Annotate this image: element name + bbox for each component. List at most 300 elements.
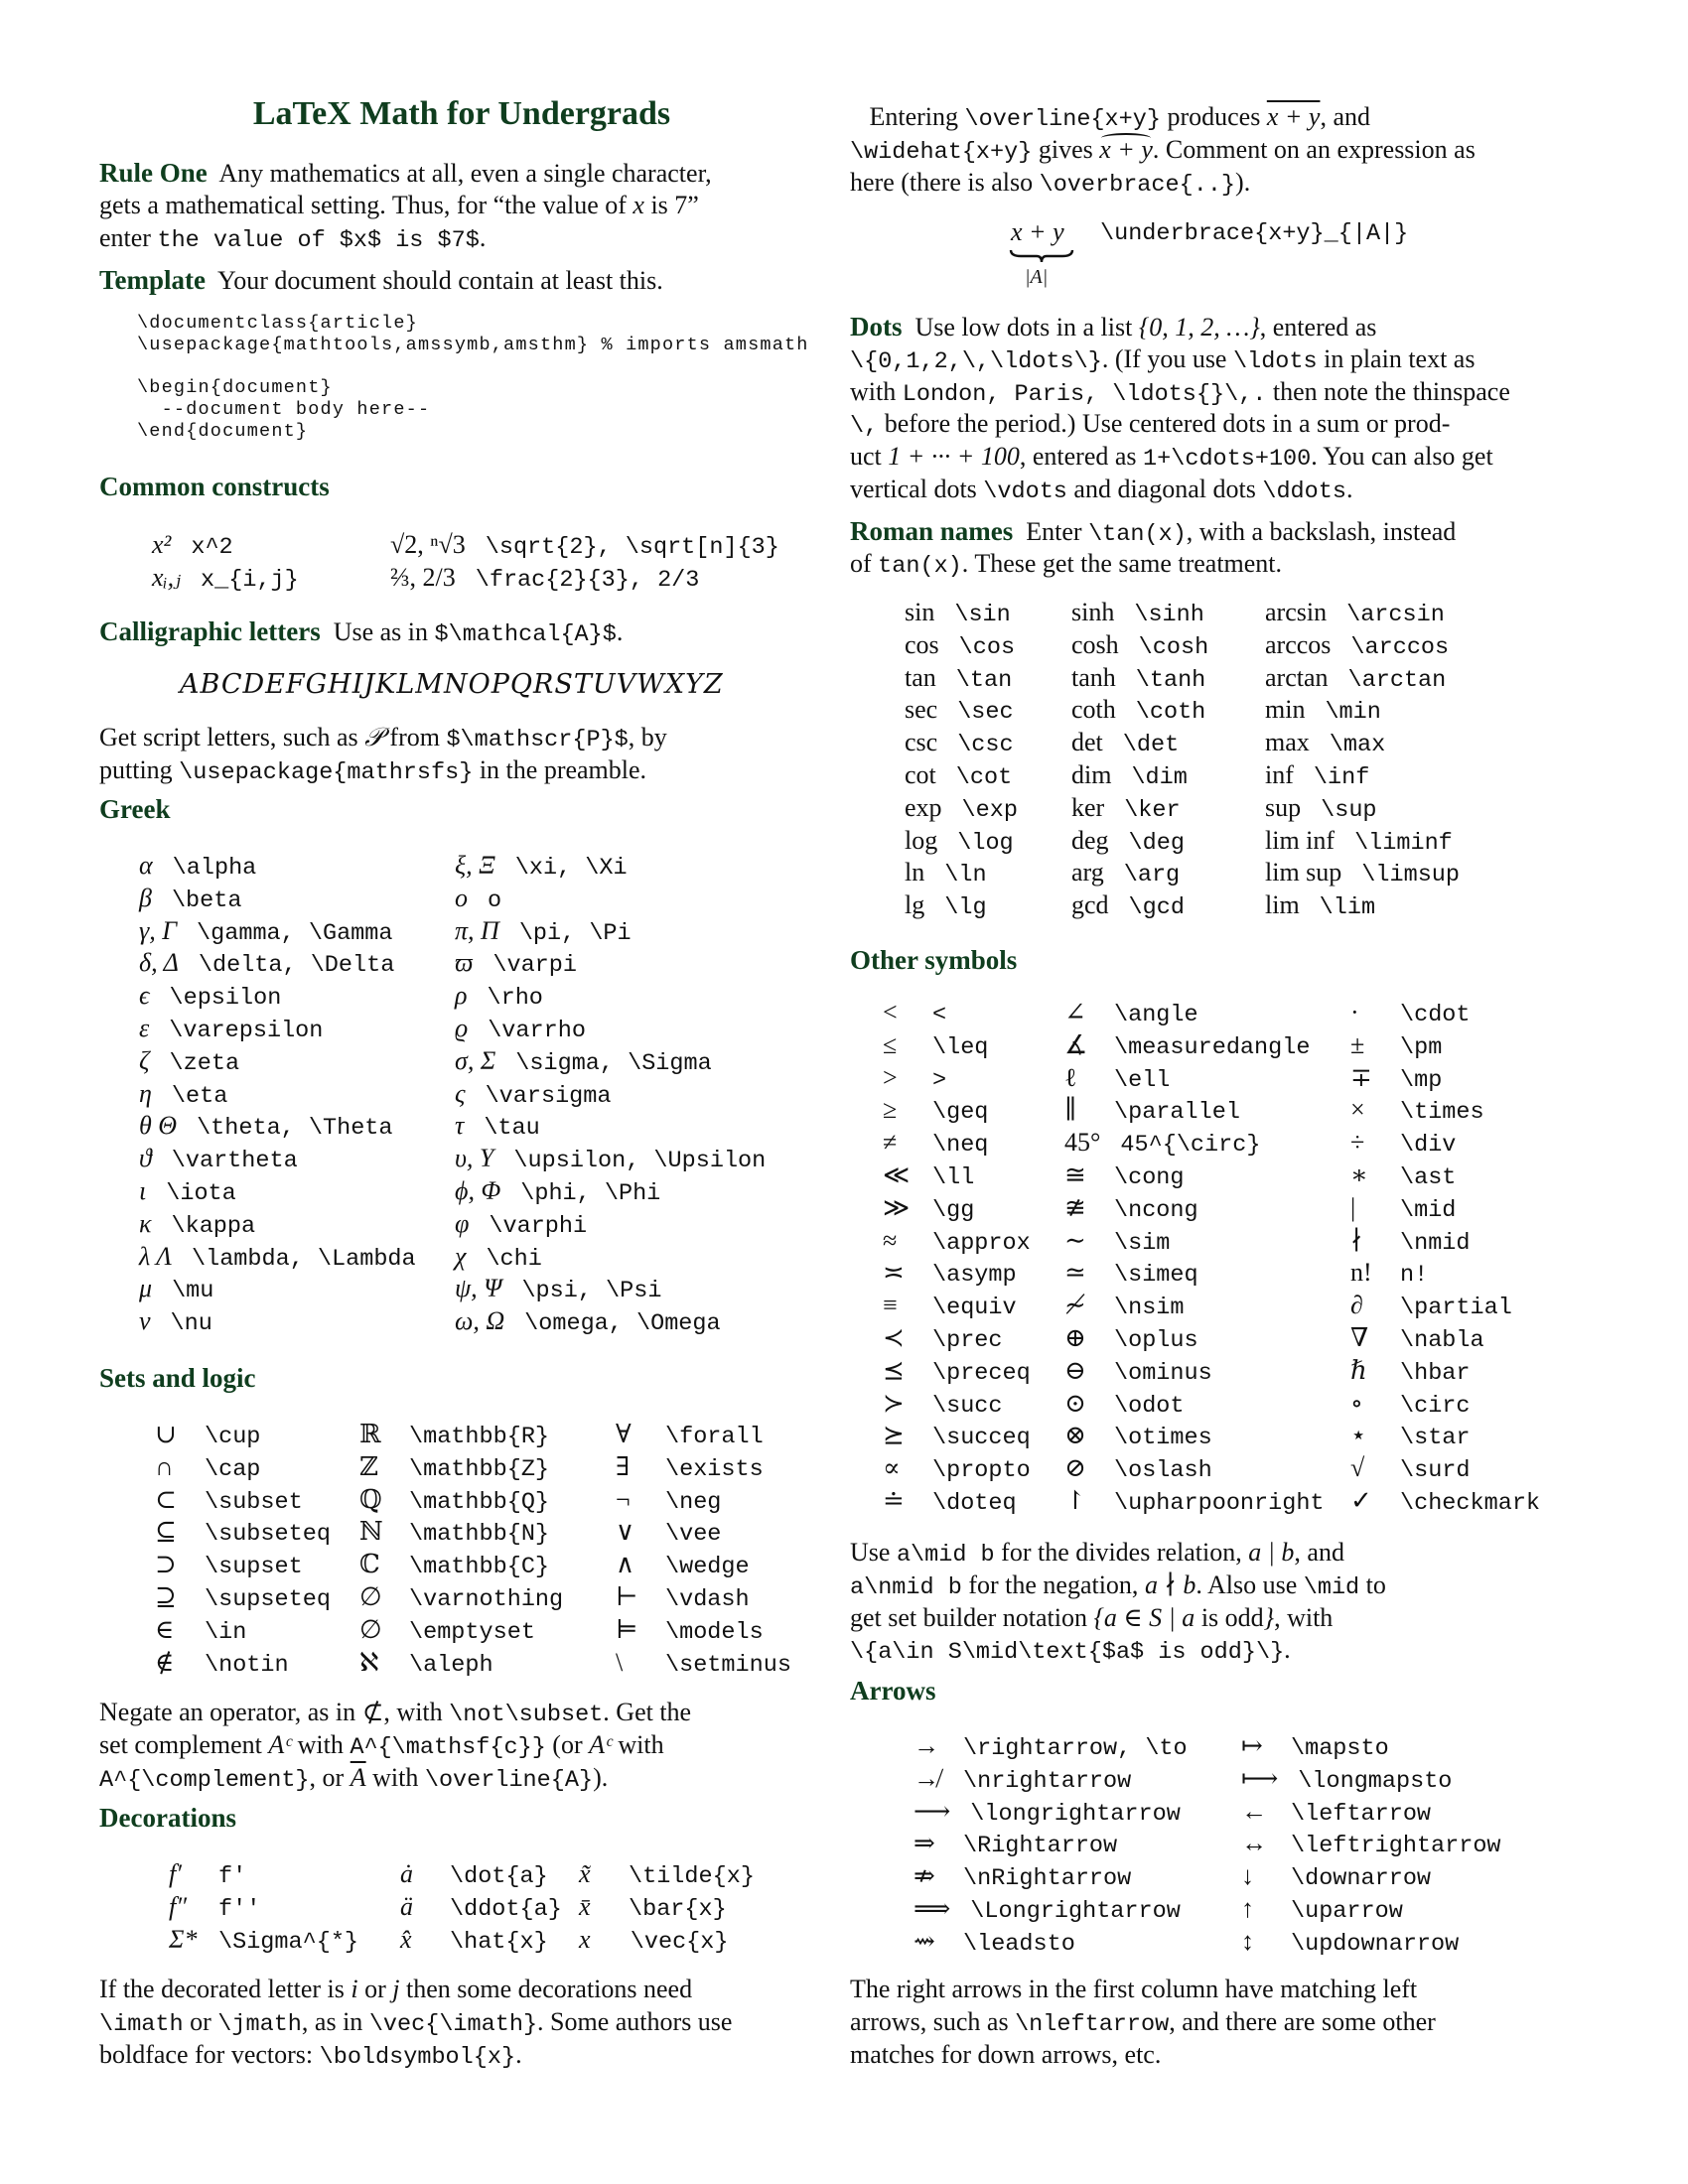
symbol-glyph: f″ — [169, 1891, 188, 1921]
symbol-glyph: ℓ — [1064, 1062, 1077, 1092]
latex-command: \ominus — [1114, 1359, 1212, 1387]
latex-command: \chi — [486, 1245, 542, 1273]
text-line — [99, 222, 712, 255]
text-line — [850, 1602, 1386, 1635]
heading-label: Roman names — [850, 516, 1014, 546]
text-run: . — [616, 617, 624, 646]
latex-command: \limsup — [1361, 862, 1461, 889]
symbol-row — [914, 1828, 1188, 1860]
symbol-row — [155, 1581, 331, 1614]
text-run: gives — [1032, 134, 1100, 164]
symbol-glyph: ≈ — [883, 1225, 898, 1255]
symbol-row — [455, 1013, 766, 1045]
latex-command: \mu — [172, 1278, 214, 1305]
underbrace-expression: x + y — [1011, 217, 1064, 246]
latex-command: \cong — [1114, 1163, 1185, 1191]
latex-command: \leftarrow — [1291, 1800, 1432, 1828]
latex-command: \max — [1329, 732, 1386, 759]
text-run: . — [1345, 474, 1353, 503]
symbol-row — [139, 1110, 416, 1143]
symbol-glyph: ∩ — [155, 1451, 174, 1481]
text-run: . These get the same treatment. — [961, 548, 1283, 578]
text-run: then some decorations need — [399, 1975, 693, 2003]
symbol-glyph: < — [883, 998, 898, 1026]
symbol-glyph: ↑ — [1241, 1893, 1254, 1923]
latex-command: \nmid — [1400, 1229, 1471, 1257]
symbol-row — [139, 850, 416, 883]
symbol-row — [905, 759, 1018, 792]
symbol-glyph: x̂ — [400, 1924, 412, 1954]
text-run: vertical dots — [850, 474, 984, 503]
text-run: , with — [383, 1698, 450, 1726]
other-symbols-column-3 — [1350, 997, 1540, 1518]
symbol-row — [1350, 1225, 1540, 1258]
latex-command: \mapsto — [1291, 1735, 1389, 1762]
symbol-row — [1241, 1730, 1501, 1763]
text-run: in plain text as — [1317, 343, 1476, 373]
symbol-row — [1350, 997, 1540, 1029]
symbol-glyph: tan — [905, 662, 936, 692]
latex-command: f'' — [218, 1895, 261, 1923]
symbol-row — [1265, 662, 1460, 695]
constructs-column-2 — [390, 529, 779, 595]
symbol-glyph: ≍ — [883, 1258, 905, 1288]
latex-command: \deg — [1128, 829, 1185, 857]
symbol-glyph: ζ — [139, 1045, 150, 1075]
symbol-row — [139, 915, 416, 948]
symbol-glyph: ∠ — [1064, 998, 1086, 1026]
text-line — [850, 1570, 1386, 1602]
code-run: \{a\in S\mid\text{$a$ is odd}\} — [850, 1639, 1285, 1667]
symbol-glyph: ≁ — [1064, 1291, 1086, 1320]
latex-command: 45^{\circ} — [1120, 1132, 1261, 1160]
symbol-glyph: ↦ — [1241, 1731, 1263, 1760]
latex-command: n! — [1400, 1262, 1429, 1290]
code-run: \overline{A} — [424, 1766, 594, 1794]
latex-command: \subseteq — [205, 1521, 331, 1549]
symbol-glyph: > — [883, 1062, 898, 1092]
symbol-glyph: φ — [455, 1208, 470, 1238]
symbol-glyph: α — [139, 851, 153, 880]
symbol-row — [1265, 857, 1460, 889]
symbol-row — [1241, 1860, 1501, 1893]
greek-heading: Greek — [99, 794, 171, 824]
latex-command: \longrightarrow — [970, 1800, 1181, 1828]
symbol-row — [155, 1451, 331, 1484]
text-run: boldface for vectors: — [99, 2039, 320, 2069]
symbol-row — [400, 1858, 562, 1891]
roman-column-3 — [1265, 597, 1460, 922]
latex-command: \odot — [1114, 1392, 1185, 1420]
text-run: . (If you use — [1101, 343, 1233, 373]
latex-command: \models — [665, 1618, 764, 1646]
symbol-glyph: ln — [905, 858, 925, 887]
text-line — [99, 157, 712, 190]
symbol-row — [914, 1926, 1188, 1959]
text-line — [99, 2039, 732, 2072]
symbol-glyph: √2, ⁿ√3 — [390, 530, 466, 559]
math-run: {a ∈ S | a — [1093, 1602, 1196, 1632]
latex-command: \cdot — [1400, 1002, 1471, 1028]
latex-command: \nsim — [1114, 1295, 1185, 1322]
symbol-row — [1265, 889, 1460, 922]
latex-command: \theta, \Theta — [197, 1115, 393, 1143]
symbol-glyph: ∤ — [1350, 1225, 1363, 1255]
heading-label: Dots — [850, 312, 903, 341]
text-line — [850, 474, 1510, 506]
code-line: \end{document} — [137, 420, 309, 442]
symbol-glyph: ⊆ — [155, 1517, 177, 1547]
symbol-row — [616, 1549, 791, 1581]
symbol-row — [914, 1893, 1188, 1926]
symbol-glyph: sin — [905, 598, 935, 626]
symbol-glyph: ∈ — [155, 1614, 175, 1644]
latex-command: \nRightarrow — [963, 1865, 1132, 1893]
symbol-glyph: ς — [455, 1078, 466, 1108]
symbol-glyph: ≠ — [883, 1128, 898, 1158]
text-line — [850, 2039, 1436, 2072]
latex-command: \upsilon, \Upsilon — [513, 1148, 767, 1175]
symbol-glyph: ⟶ — [914, 1796, 951, 1826]
latex-command: \varrho — [488, 1017, 586, 1044]
code-run: \widehat{x+y} — [850, 138, 1033, 166]
symbol-glyph: θ Θ — [139, 1111, 178, 1141]
other-symbols-column-2 — [1064, 997, 1325, 1518]
symbol-row — [152, 562, 299, 595]
latex-command: \div — [1400, 1132, 1457, 1160]
symbol-glyph: o — [455, 883, 468, 912]
text-run: , with — [1274, 1602, 1334, 1632]
text-run: with — [850, 376, 903, 406]
text-run: If the decorated letter is — [99, 1975, 352, 2003]
text-run: for the divides relation, — [994, 1538, 1249, 1567]
symbol-row — [400, 1891, 562, 1924]
symbol-row — [1350, 1029, 1540, 1062]
latex-command: \epsilon — [169, 985, 282, 1013]
symbol-row — [1064, 1062, 1325, 1095]
symbol-glyph: ∗ — [1350, 1160, 1368, 1189]
latex-command: \supseteq — [205, 1585, 331, 1613]
latex-command: \geq — [932, 1099, 989, 1127]
sets-column-3 — [616, 1419, 791, 1679]
symbol-glyph: ℤ — [359, 1451, 378, 1481]
latex-command: \emptyset — [409, 1618, 535, 1646]
code-line: \usepackage{mathtools,amssymb,amsthm} % imports amsmath — [137, 334, 809, 355]
symbol-glyph: μ — [139, 1274, 153, 1303]
latex-command: \xi, \Xi — [514, 855, 628, 882]
text-run: ). — [1235, 167, 1251, 197]
code-run: \overbrace{..} — [1039, 171, 1236, 199]
symbol-glyph: σ, Σ — [455, 1045, 496, 1075]
symbol-row — [455, 1175, 766, 1208]
symbol-glyph: arg — [1071, 858, 1104, 887]
symbol-row — [616, 1484, 791, 1517]
symbol-row — [1350, 1160, 1540, 1192]
text-run: arrows, such as — [850, 2006, 1016, 2036]
symbol-row — [1064, 1225, 1325, 1258]
code-run: \usepackage{mathrsfs} — [179, 758, 474, 786]
symbol-glyph: ψ, Ψ — [455, 1274, 502, 1303]
text-run: . Get the — [603, 1698, 692, 1726]
symbol-row — [139, 947, 416, 980]
code-run: \ldots — [1232, 347, 1318, 375]
latex-command: \tilde{x} — [629, 1863, 755, 1890]
latex-command: \varepsilon — [169, 1017, 324, 1044]
math-run: a ∤ b — [1144, 1570, 1196, 1599]
latex-command: \ell — [1114, 1066, 1171, 1094]
symbol-row — [1064, 1257, 1325, 1290]
text-run: , entered as — [1019, 442, 1144, 472]
latex-command: \arcsin — [1346, 602, 1445, 628]
latex-command: \angle — [1114, 1002, 1198, 1028]
latex-command: \rho — [487, 985, 543, 1013]
symbol-glyph: x̃ — [579, 1859, 591, 1888]
symbol-glyph: exp — [905, 792, 942, 822]
latex-command: \surd — [1400, 1457, 1471, 1485]
text-run: The right arrows in the first column have matching left — [850, 1975, 1418, 2003]
text-line — [99, 1729, 691, 1762]
symbol-row — [905, 597, 1018, 629]
latex-command: \liminf — [1354, 829, 1453, 857]
symbol-glyph: det — [1071, 728, 1103, 757]
code-run: \overline{x+y} — [964, 106, 1161, 133]
code-run: A^{\complement} — [99, 1766, 310, 1794]
symbol-row — [616, 1581, 791, 1614]
symbol-glyph: dim — [1071, 759, 1112, 789]
symbol-row — [359, 1549, 563, 1581]
latex-command: \neq — [932, 1132, 989, 1160]
symbol-glyph: deg — [1071, 825, 1109, 855]
symbol-row — [1350, 1420, 1540, 1452]
code-line: --document body here-- — [137, 399, 431, 421]
latex-logo: LaTeX — [252, 95, 352, 132]
latex-command: \varpi — [492, 952, 577, 980]
symbol-row — [139, 1273, 416, 1305]
symbol-glyph: ⊨ — [616, 1614, 638, 1644]
latex-command: \cot — [955, 763, 1013, 791]
symbol-row — [390, 562, 779, 595]
symbol-row — [1071, 629, 1208, 662]
symbol-row — [1350, 1388, 1540, 1421]
symbol-row — [905, 889, 1018, 922]
latex-command: < — [932, 1002, 947, 1028]
symbol-row — [455, 1110, 766, 1143]
latex-command: \hbar — [1400, 1359, 1471, 1387]
latex-command: \sup — [1321, 796, 1377, 824]
symbol-glyph: ≤ — [883, 1029, 898, 1059]
math-widehat-run: x + y — [1099, 134, 1153, 164]
code-run: \boldsymbol{x} — [319, 2043, 516, 2071]
latex-command: \otimes — [1114, 1425, 1212, 1452]
symbol-row — [1064, 1290, 1325, 1322]
latex-command: \equiv — [932, 1295, 1017, 1322]
symbol-glyph: sup — [1265, 792, 1302, 822]
symbol-row — [1064, 1029, 1325, 1062]
symbol-row — [359, 1484, 563, 1517]
symbol-row — [883, 1452, 1031, 1485]
latex-command: \pi, \Pi — [518, 919, 632, 947]
decorated-letters-paragraph — [99, 1974, 732, 2071]
latex-command: \Rightarrow — [963, 1833, 1118, 1860]
symbol-glyph: ∨ — [616, 1517, 635, 1547]
text-line — [850, 167, 1476, 200]
symbol-row — [1241, 1893, 1501, 1926]
math-run: Aᶜ — [268, 1729, 292, 1759]
symbol-glyph: xᵢ,ⱼ — [152, 562, 182, 592]
symbol-glyph: ⊖ — [1064, 1355, 1086, 1385]
math-run: ⊄ — [361, 1698, 384, 1726]
symbol-row — [155, 1549, 331, 1581]
symbol-row — [1064, 1322, 1325, 1355]
symbol-glyph: f′ — [169, 1859, 182, 1888]
latex-command: \updownarrow — [1291, 1930, 1460, 1958]
symbol-glyph: cot — [905, 759, 936, 789]
text-line — [850, 376, 1510, 409]
symbol-row — [455, 1305, 766, 1338]
symbol-glyph: csc — [905, 728, 938, 757]
symbol-glyph: ⇏ — [914, 1861, 935, 1891]
symbol-glyph: ↓ — [1241, 1861, 1254, 1891]
symbol-glyph: x⃗ — [579, 1924, 611, 1954]
symbol-row — [1350, 1127, 1540, 1160]
text-run: with — [365, 1762, 425, 1792]
text-line — [99, 190, 712, 222]
title-text: Math for Undergrads — [351, 95, 671, 132]
text-run: Any mathematics at all, even a single character, — [207, 159, 712, 188]
symbol-row — [1071, 792, 1208, 825]
latex-command: \oplus — [1114, 1326, 1198, 1354]
symbol-glyph: inf — [1265, 759, 1294, 789]
latex-command: \arccos — [1350, 633, 1450, 661]
latex-command: \wedge — [665, 1554, 750, 1581]
latex-command: \upharpoonright — [1114, 1489, 1325, 1517]
symbol-row — [1064, 1388, 1325, 1421]
latex-command: \ker — [1124, 796, 1181, 824]
latex-command: \mathbb{R} — [409, 1424, 550, 1450]
sets-logic-heading: Sets and logic — [99, 1363, 256, 1393]
latex-command: \delta, \Delta — [198, 952, 395, 980]
symbol-glyph: \ — [616, 1647, 624, 1677]
symbol-row — [139, 883, 416, 915]
symbol-row — [883, 1062, 1031, 1095]
symbol-row — [883, 1094, 1031, 1127]
symbol-glyph: ≫ — [883, 1192, 911, 1222]
symbol-glyph: sinh — [1071, 598, 1115, 626]
latex-command: \sec — [957, 699, 1014, 727]
symbol-row — [139, 1208, 416, 1241]
text-run: , by — [628, 723, 667, 751]
latex-command: \setminus — [665, 1651, 791, 1679]
symbol-row — [455, 1241, 766, 1274]
text-line — [850, 101, 1476, 134]
symbol-row — [1350, 1452, 1540, 1485]
latex-command: \ncong — [1114, 1196, 1198, 1224]
symbol-glyph: cosh — [1071, 629, 1119, 659]
symbol-row — [455, 947, 766, 980]
symbol-row — [155, 1419, 331, 1451]
symbol-glyph: arctan — [1265, 662, 1329, 692]
roman-column-2 — [1071, 597, 1208, 922]
math-run: 1 + ··· + 100 — [888, 442, 1020, 472]
latex-command: \iota — [166, 1179, 236, 1207]
latex-command: \sigma, \Sigma — [515, 1049, 712, 1077]
symbol-row — [616, 1419, 791, 1451]
latex-command: \downarrow — [1291, 1865, 1432, 1893]
symbol-glyph: Σ* — [169, 1924, 198, 1954]
latex-command: \aleph — [409, 1651, 493, 1679]
symbol-row — [390, 529, 779, 562]
code-run: \jmath — [217, 2010, 302, 2038]
text-line — [850, 2006, 1436, 2039]
latex-command: \log — [957, 829, 1014, 857]
symbol-glyph: ∪ — [155, 1420, 177, 1448]
symbol-row — [1350, 1322, 1540, 1355]
latex-command: \phi, \Phi — [520, 1179, 661, 1207]
symbol-row — [1265, 629, 1460, 662]
symbol-row — [1071, 759, 1208, 792]
heading-label: Template — [99, 265, 206, 295]
heading-label: Calligraphic letters — [99, 616, 321, 646]
text-run: Negate an operator, as in — [99, 1698, 362, 1726]
symbol-row — [905, 825, 1018, 858]
dots-paragraph — [850, 311, 1510, 506]
symbol-glyph: ϵ — [139, 981, 150, 1011]
text-run: Use as in — [320, 617, 435, 646]
latex-command: \vee — [665, 1521, 722, 1549]
sets-column-1 — [155, 1419, 331, 1679]
symbol-glyph: γ, Γ — [139, 915, 178, 945]
symbol-glyph: ∡ — [1064, 1029, 1088, 1059]
math-run: 𝒫 — [364, 723, 383, 751]
symbol-glyph: ∥ — [1064, 1095, 1077, 1125]
symbol-glyph: ν — [139, 1306, 151, 1336]
page-title — [99, 94, 824, 134]
symbol-row — [139, 1305, 416, 1338]
symbol-glyph: ∂ — [1350, 1291, 1363, 1320]
latex-command: \vartheta — [171, 1148, 298, 1175]
symbol-row — [139, 1143, 416, 1175]
decorations-column-3 — [579, 1858, 755, 1956]
text-run: gets a mathematical setting. Thus, for “the value of — [99, 190, 633, 219]
latex-command: \varnothing — [409, 1585, 564, 1613]
text-run: is odd — [1195, 1602, 1264, 1632]
symbol-glyph: ä — [400, 1891, 413, 1921]
symbol-glyph: | — [1350, 1192, 1356, 1222]
symbol-glyph: ⊂ — [155, 1484, 177, 1514]
symbol-glyph: ≻ — [883, 1388, 905, 1418]
latex-command: \cap — [205, 1455, 261, 1483]
symbol-row — [1241, 1828, 1501, 1860]
heading-label: Rule One — [99, 158, 208, 188]
code-run: London, Paris, \ldots{}\,. — [902, 380, 1267, 408]
symbol-row — [1241, 1796, 1501, 1829]
arrows-column-1 — [914, 1730, 1188, 1959]
code-run: \{0,1,2,\,\ldots\} — [850, 347, 1102, 375]
latex-command: \sinh — [1134, 602, 1204, 628]
latex-command: x^2 — [191, 534, 233, 561]
symbol-glyph: lim — [1265, 890, 1300, 920]
symbol-row — [616, 1451, 791, 1484]
symbol-row — [455, 1045, 766, 1078]
symbol-row — [155, 1516, 331, 1549]
latex-command: \ln — [944, 862, 987, 889]
symbol-glyph: ξ, Ξ — [455, 851, 495, 880]
latex-command: \times — [1400, 1099, 1484, 1127]
symbol-row — [883, 1192, 1031, 1225]
latex-command: \arg — [1123, 862, 1181, 889]
latex-command: \kappa — [171, 1212, 256, 1240]
arrows-column-2 — [1241, 1730, 1501, 1959]
